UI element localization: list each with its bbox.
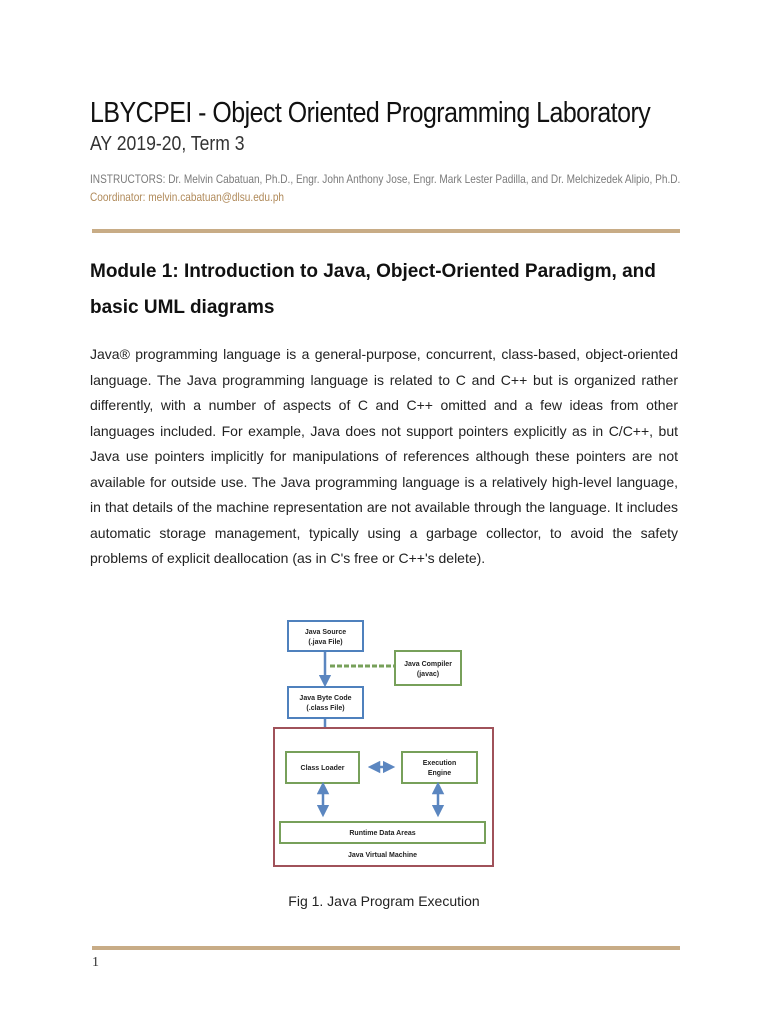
java-source-sublabel: (.java File)	[308, 639, 343, 646]
module-title: Module 1: Introduction to Java, Object-Oriented Paradigm, and basic UML diagrams	[90, 261, 656, 318]
jvm-label: Java Virtual Machine	[347, 852, 418, 859]
execution-engine-label: Execution	[422, 760, 457, 767]
execution-engine-node	[402, 752, 477, 783]
java-execution-diagram	[272, 617, 498, 871]
runtime-data-areas-label: Runtime Data Areas	[349, 830, 416, 837]
class-loader-label: Class Loader	[300, 765, 345, 772]
jvm-container	[274, 728, 493, 866]
footer-divider	[92, 946, 680, 950]
instructors-line: INSTRUCTORS: Dr. Melvin Cabatuan, Ph.D., Engr. John Anthony Jose, Engr. Mark Lester Padilla, and Dr. Melchizedek Alipio, Ph.D.	[90, 172, 681, 186]
term-subtitle: AY 2019-20, Term 3	[90, 133, 245, 155]
java-bytecode-label: Java Byte Code	[299, 695, 352, 702]
execution-engine-sublabel: Engine	[427, 770, 452, 777]
runtime-data-areas-node	[280, 822, 485, 843]
java-compiler-node	[395, 651, 461, 685]
java-compiler-sublabel: (javac)	[416, 671, 440, 678]
java-source-node	[288, 621, 363, 651]
header-divider	[92, 229, 680, 233]
java-source-label: Java Source	[304, 629, 347, 636]
intro-paragraph: Java® programming language is a general-purpose, concurrent, class-based, object-oriented language. The Java programming language is related to C and C++ but is organized rather differently, with a number of aspects of C and C++ omitted and a few ideas from other languages included. For example, Java does not support pointers explicitly as in C/C++, but Java use pointers implicitly for manipulations of references although these pointers are not available for outside use. The Java programming language is a relatively high-level language, in that details of the machine representation are not available through the language. It includes automatic storage management, typically using a garbage collector, to avoid the safety problems of explicit deallocation (as in C's free or C++'s delete).	[90, 346, 678, 566]
class-loader-node	[286, 752, 359, 783]
figure-caption: Fig 1. Java Program Execution	[288, 893, 480, 909]
page-number: 1	[92, 955, 99, 970]
java-bytecode-sublabel: (.class File)	[306, 705, 345, 712]
course-title: LBYCPEI - Object Oriented Programming Laboratory	[90, 97, 651, 129]
java-compiler-label: Java Compiler	[404, 661, 452, 668]
java-bytecode-node	[288, 687, 363, 718]
coordinator-line: Coordinator: melvin.cabatuan@dlsu.edu.ph	[90, 190, 285, 204]
